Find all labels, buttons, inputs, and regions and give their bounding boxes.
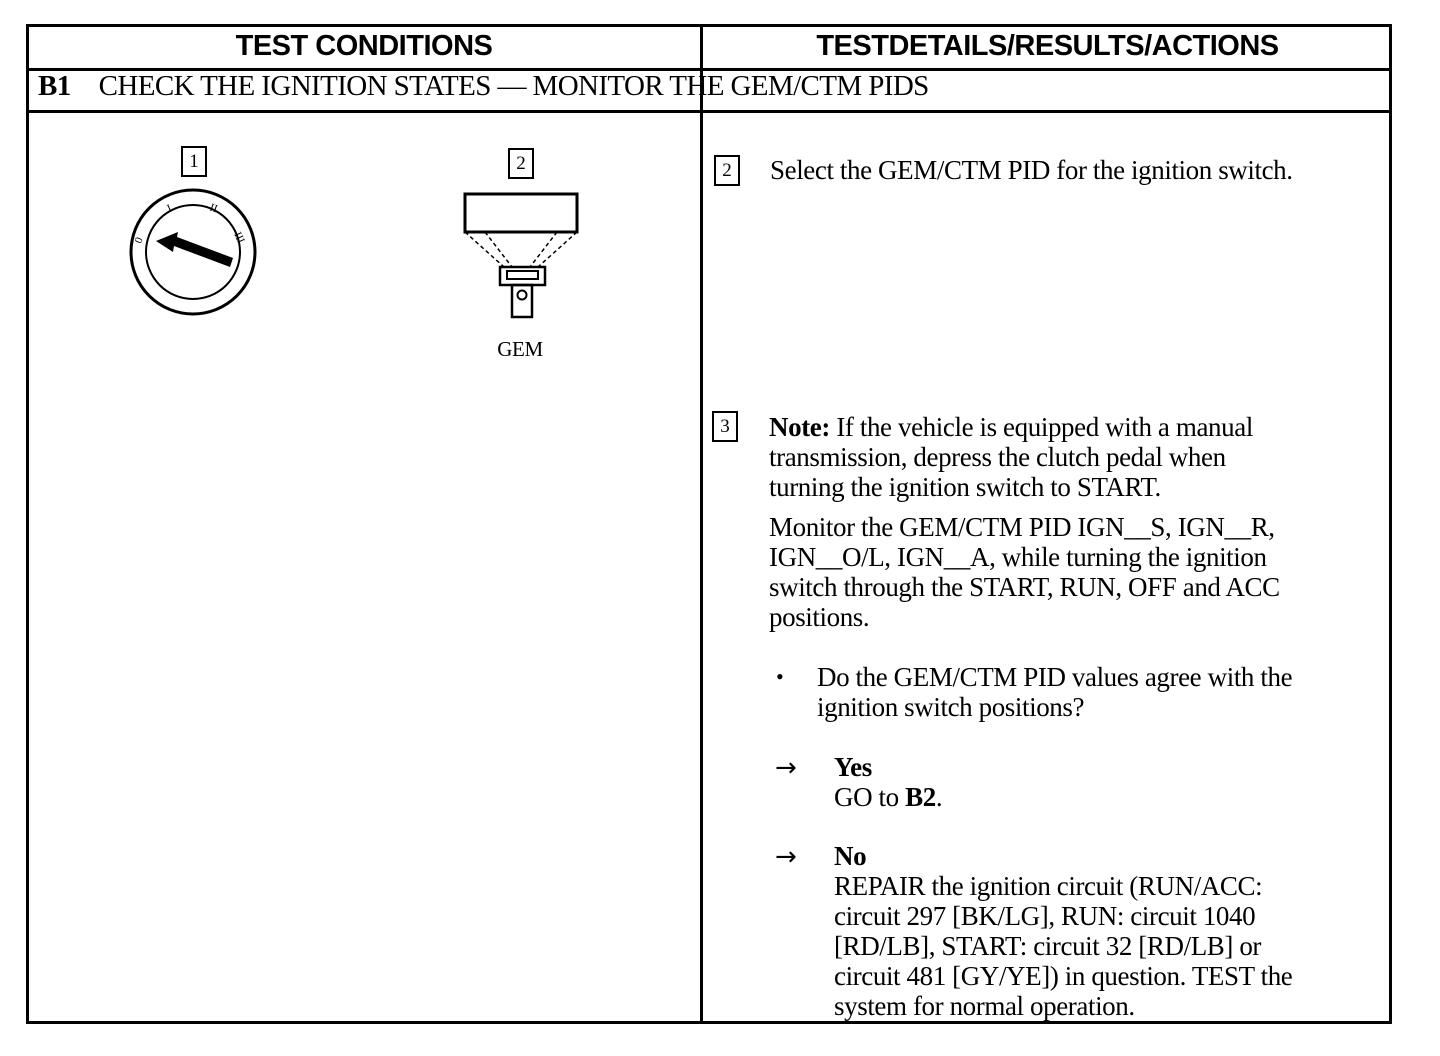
action-2-number: 2 <box>714 155 740 186</box>
question-text <box>817 662 1292 722</box>
no-line-1: REPAIR the ignition circuit (RUN/ACC: <box>834 871 1263 901</box>
question-line-1: Do the GEM/CTM PID values agree with the <box>817 662 1293 692</box>
step-title: CHECK THE IGNITION STATES — MONITOR THE GEM/CTM PIDS <box>98 70 929 102</box>
step-title-rule <box>26 110 1392 113</box>
monitor-line-4: positions. <box>769 602 870 632</box>
question-bullet: • <box>776 664 784 689</box>
column-divider <box>700 24 703 1024</box>
dial-mark-start: III <box>231 230 247 246</box>
dial-mark-off: 0 <box>132 235 146 246</box>
action-3-number: 3 <box>712 411 738 442</box>
no-branch <box>834 841 1292 1021</box>
ignition-switch-icon <box>120 182 270 322</box>
no-line-2: circuit 297 [BK/LG], RUN: circuit 1040 <box>834 901 1256 931</box>
dial-mark-acc: I <box>165 202 174 215</box>
no-arrow-icon: → <box>775 842 797 872</box>
header-test-details: TESTDETAILS/RESULTS/ACTIONS <box>816 30 1279 62</box>
note-line-3: turning the ignition switch to START. <box>769 472 1161 502</box>
figure-1-number: 1 <box>181 146 207 177</box>
question-line-2: ignition switch positions? <box>817 692 1085 722</box>
gem-module-icon <box>460 190 582 322</box>
no-line-4: circuit 481 [GY/YE]) in question. TEST the <box>834 961 1293 991</box>
step-title-row <box>38 70 929 103</box>
action-3-monitor <box>769 512 1280 632</box>
yes-arrow-icon: → <box>775 753 797 783</box>
dial-mark-run: II <box>207 201 219 216</box>
figure-2-number: 2 <box>508 148 534 179</box>
note-line-2: transmission, depress the clutch pedal when <box>769 442 1226 472</box>
note-line-1: If the vehicle is equipped with a manual <box>836 412 1253 442</box>
monitor-line-3: switch through the START, RUN, OFF and ACC <box>769 572 1280 602</box>
no-line-5: system for normal operation. <box>834 991 1135 1021</box>
goto-b2-link[interactable]: B2 <box>905 782 936 812</box>
monitor-line-1: Monitor the GEM/CTM PID IGN__S, IGN__R, <box>769 512 1275 542</box>
yes-goto: GO to B2. <box>834 782 943 812</box>
header-test-conditions: TEST CONDITIONS <box>235 30 493 62</box>
step-id: B1 <box>38 70 71 102</box>
monitor-line-2: IGN__O/L, IGN__A, while turning the ignition <box>769 542 1267 572</box>
action-3-note <box>769 412 1253 502</box>
yes-branch <box>834 752 942 812</box>
no-line-3: [RD/LB], START: circuit 32 [RD/LB] or <box>834 931 1262 961</box>
action-2-text: Select the GEM/CTM PID for the ignition switch. <box>770 155 1293 185</box>
no-label: No <box>834 841 867 871</box>
note-label: Note: <box>769 412 830 442</box>
yes-label: Yes <box>834 752 872 782</box>
gem-label: GEM <box>497 337 543 361</box>
